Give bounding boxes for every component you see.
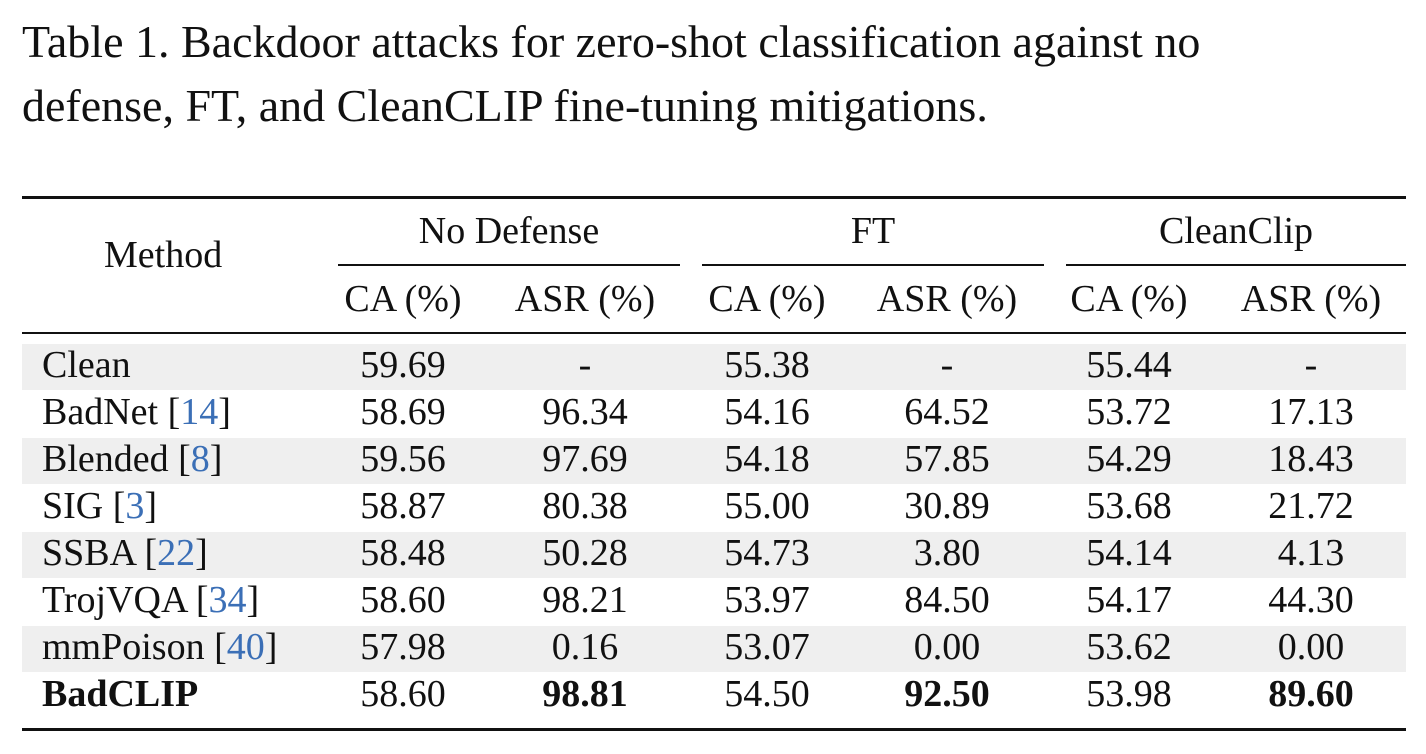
value-cell: 58.60 <box>360 579 446 621</box>
method-name: SSBA [22] <box>42 532 208 574</box>
method-name: SIG [3] <box>42 485 158 527</box>
subheader-asr-ft: ASR (%) <box>876 278 1018 320</box>
method-name <box>42 671 198 717</box>
value-cell: 54.18 <box>724 438 810 480</box>
table-caption <box>22 10 1422 138</box>
value-cell: 44.30 <box>1268 579 1354 621</box>
value-cell: 53.72 <box>1086 391 1172 433</box>
value-cell: 54.29 <box>1086 438 1172 480</box>
bottom-rule <box>22 728 1406 731</box>
citation-link[interactable]: 34 <box>208 579 247 621</box>
group-header-cleanclip: CleanClip <box>1158 210 1314 252</box>
value-cell: 57.98 <box>360 626 446 668</box>
value-cell: 0.00 <box>1277 626 1345 668</box>
citation-link[interactable]: 3 <box>125 485 145 527</box>
mid-rule <box>22 332 1406 334</box>
value-cell: - <box>940 344 954 386</box>
value-cell: 55.38 <box>724 344 810 386</box>
value-cell: 21.72 <box>1268 485 1354 527</box>
method-name: TrojVQA [34] <box>42 579 260 621</box>
citation-link[interactable]: 40 <box>226 626 265 668</box>
method-label: BadCLIP <box>42 673 199 715</box>
value-cell: 58.48 <box>360 532 446 574</box>
subheader-ca-no-defense: CA (%) <box>344 278 462 320</box>
method-header: Method <box>104 234 223 276</box>
value-cell: 54.16 <box>724 391 810 433</box>
method-name: Blended [8] <box>42 438 223 480</box>
method-label: SSBA <box>42 532 135 574</box>
value-cell: 59.69 <box>360 344 446 386</box>
method-label: Clean <box>42 344 131 386</box>
subheader-asr-cleanclip: ASR (%) <box>1240 278 1382 320</box>
value-cell: 54.17 <box>1086 579 1172 621</box>
value-cell: 58.87 <box>360 485 446 527</box>
value-cell: 54.73 <box>724 532 810 574</box>
value-cell: 18.43 <box>1268 438 1354 480</box>
subheader-ca-cleanclip: CA (%) <box>1070 278 1188 320</box>
method-name: mmPoison [40] <box>42 626 278 668</box>
method-label: BadNet <box>42 391 159 433</box>
value-cell: - <box>578 344 592 386</box>
subheader-ca-ft: CA (%) <box>708 278 826 320</box>
value-cell: 55.44 <box>1086 344 1172 386</box>
value-cell: 84.50 <box>904 579 990 621</box>
value-cell: 0.00 <box>913 626 981 668</box>
best-value-cell: 92.50 <box>904 673 990 715</box>
value-cell: 3.80 <box>913 532 981 574</box>
citation-link[interactable]: 8 <box>190 438 210 480</box>
method-label: SIG <box>42 485 104 527</box>
value-cell: 55.00 <box>724 485 810 527</box>
value-cell: 50.28 <box>542 532 628 574</box>
value-cell: - <box>1304 344 1318 386</box>
method-name <box>42 342 131 388</box>
value-cell: 53.68 <box>1086 485 1172 527</box>
value-cell: 0.16 <box>551 626 619 668</box>
value-cell: 59.56 <box>360 438 446 480</box>
value-cell: 98.21 <box>542 579 628 621</box>
method-label: TrojVQA <box>42 579 187 621</box>
value-cell: 57.85 <box>904 438 990 480</box>
value-cell: 17.13 <box>1268 391 1354 433</box>
value-cell: 96.34 <box>542 391 628 433</box>
group-header-ft: FT <box>850 210 896 252</box>
citation-link[interactable]: 22 <box>157 532 196 574</box>
value-cell: 30.89 <box>904 485 990 527</box>
value-cell: 64.52 <box>904 391 990 433</box>
value-cell: 53.97 <box>724 579 810 621</box>
top-rule <box>22 196 1406 199</box>
subheader-asr-no-defense: ASR (%) <box>514 278 656 320</box>
best-value-cell: 98.81 <box>542 673 628 715</box>
value-cell: 58.69 <box>360 391 446 433</box>
caption-line-1: Table 1. Backdoor attacks for zero-shot classification against no <box>22 16 1201 67</box>
group-header-no-defense: No Defense <box>418 210 600 252</box>
group-rule-no-defense <box>338 264 680 266</box>
value-cell: 4.13 <box>1277 532 1345 574</box>
citation-link[interactable]: 14 <box>180 391 219 433</box>
value-cell: 80.38 <box>542 485 628 527</box>
method-label: Blended <box>42 438 169 480</box>
method-name: BadNet [14] <box>42 391 231 433</box>
group-rule-ft <box>702 264 1044 266</box>
value-cell: 97.69 <box>542 438 628 480</box>
value-cell: 54.50 <box>724 673 810 715</box>
value-cell: 54.14 <box>1086 532 1172 574</box>
group-rule-cleanclip <box>1066 264 1406 266</box>
caption-line-2: defense, FT, and CleanCLIP fine-tuning mitigations. <box>22 80 988 131</box>
value-cell: 53.07 <box>724 626 810 668</box>
value-cell: 58.60 <box>360 673 446 715</box>
value-cell: 53.98 <box>1086 673 1172 715</box>
best-value-cell: 89.60 <box>1268 673 1354 715</box>
method-label: mmPoison <box>42 626 205 668</box>
value-cell: 53.62 <box>1086 626 1172 668</box>
